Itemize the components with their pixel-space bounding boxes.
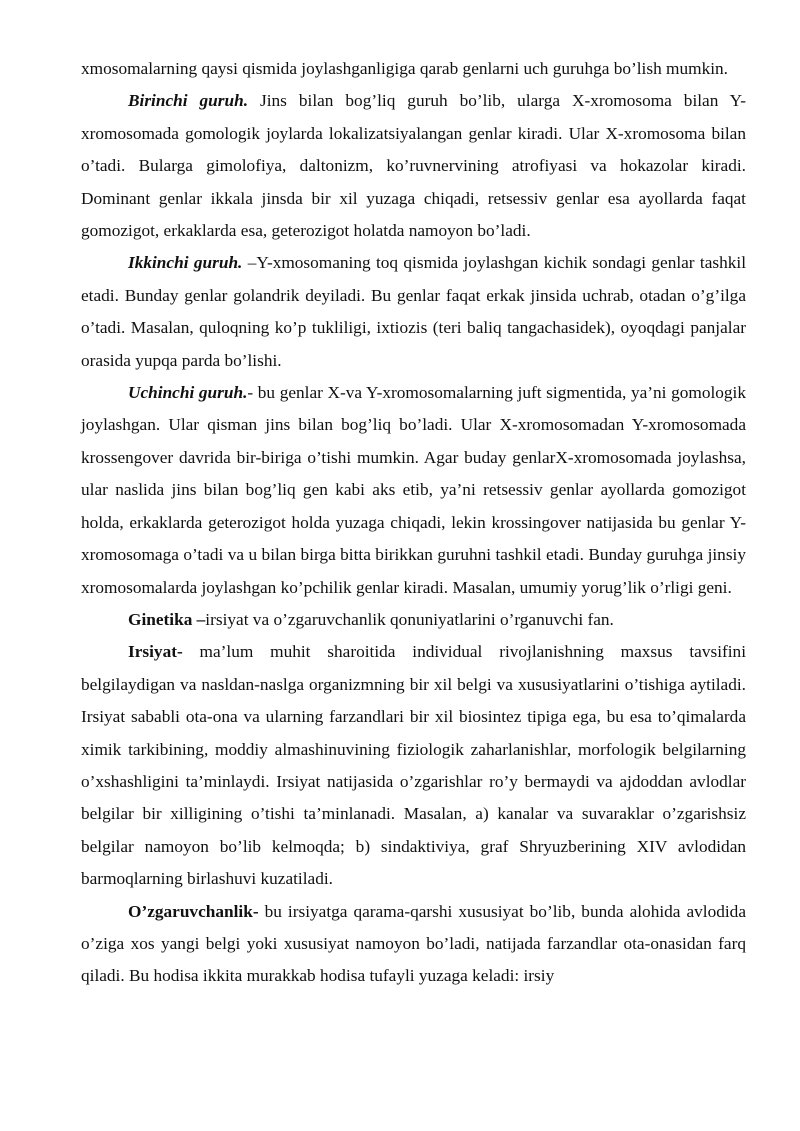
heading-second-group: Ikkinchi guruh.: [128, 253, 243, 273]
paragraph-text: –Y-xmosomaning toq qismida joylashgan kichik sondagi genlar tashkil etadi. Bunday genlar golandrik deyiladi. Bu genlar faqat erkak jinsida uchrab, otadan o’g’ilga o’tadi. Masalan, quloqning ko’p tukliligi, ixtiozis (teri baliq tangachasidek), oyoqdagi panjalar orasida yupqa parda bo’lishi.: [81, 253, 747, 370]
heading-first-group: Birinchi guruh.: [128, 91, 249, 111]
paragraph-heredity-definition: [81, 636, 746, 895]
term-genetics: Ginetika –: [128, 609, 206, 629]
paragraph-second-group: [81, 247, 746, 377]
paragraph-text: Jins bilan bog’liq guruh bo’lib, ularga X-xromosoma bilan Y-xromosomada gomologik joylarda lokalizatsiyalangan genlar kiradi. Ular X-xromosoma bilan o’tadi. Bularga gimolofiya, daltonizm, ko’ruvnervining atrofiyasi va hokazolar kiradi. Dominant genlar ikkala jinsda bir xil yuzaga chiqadi, retsessiv genlar esa ayollarda faqat gomozigot, erkaklarda esa, geterozigot holatda namoyon bo’ladi.: [81, 91, 747, 241]
paragraph-genetics-definition: [81, 604, 746, 636]
paragraph-text: irsiyat va o’zgaruvchanlik qonuniyatlarini o’rganuvchi fan.: [205, 609, 614, 629]
paragraph-intro: [81, 53, 746, 85]
paragraph-text: bu irsiyatga qarama-qarshi xususiyat bo’lib, bunda alohida avlodida o’ziga xos yangi belgi yoki xususiyat namoyon bo’ladi, natijada farzandlar ota-onasidan farq qiladi. Bu hodisa ikkita murakkab hodisa tufayli yuzaga keladi: irsiy: [81, 901, 746, 986]
term-heredity: Irsiyat-: [128, 642, 183, 662]
document-page: [81, 53, 746, 993]
paragraph-third-group: [81, 377, 746, 604]
paragraph-first-group: [81, 85, 746, 247]
paragraph-text: xmosomalarning qaysi qismida joylashganligiga qarab genlarni uch guruhga bo’lish mumkin.: [81, 59, 728, 78]
paragraph-text: - bu genlar X-va Y-xromosomalarning juft sigmentida, ya’ni gomologik joylashgan. Ular qisman jins bilan bog’liq bo’ladi. Ular X-xromosomadan Y-xromosomada krossengover davrida bir-biriga o’tishi mumkin. Agar buday genlarX-xromosomada joylashsa, ular naslida jins bilan bog’liq gen kabi aks etib, ya’ni retsessiv genlar ayollarda gomozigot holda, erkaklarda geterozigot holda yuzaga chiqadi, lekin krossingover natijasida bu genlar Y-xromosomaga o’tadi va u bilan birga bitta birikkan guruhni tashkil etadi. Bunday guruhga jinsiy xromosomalarda joylashgan ko’pchilik genlar kiradi. Masalan, umumiy yorug’lik o’rligi geni.: [81, 383, 746, 597]
paragraph-text: ma’lum muhit sharoitida individual rivojlanishning maxsus tavsifini belgilaydigan va nasldan-naslga organizmning bir xil belgi va xususiyatlarini o’tishiga aytiladi. Irsiyat sababli ota-ona va ularning farzandlari bir xil biosintez tipiga ega, bu esa to’qimalarda ximik tarkibining, moddiy almashinuvining fiziologik zaharlanishlar, morfologik belgilarning o’xshashligini ta’minlaydi. Irsiyat natijasida o’zgarishlar ro’y bermaydi va ajdoddan avlodlar belgilar bir xilligining o’tishi ta’minlanadi. Masalan, a) kanalar va suvaraklar o’zgarishsiz belgilar namoyon bo’lib kelmoqda; b) sindaktiviya, graf Shryuzberining XIV avlodidan barmoqlarning birlashuvi kuzatiladi.: [81, 642, 746, 889]
paragraph-variability-definition: [81, 896, 746, 993]
heading-third-group: Uchinchi guruh.: [128, 383, 248, 403]
term-variability: O’zgaruvchanlik-: [128, 901, 259, 921]
